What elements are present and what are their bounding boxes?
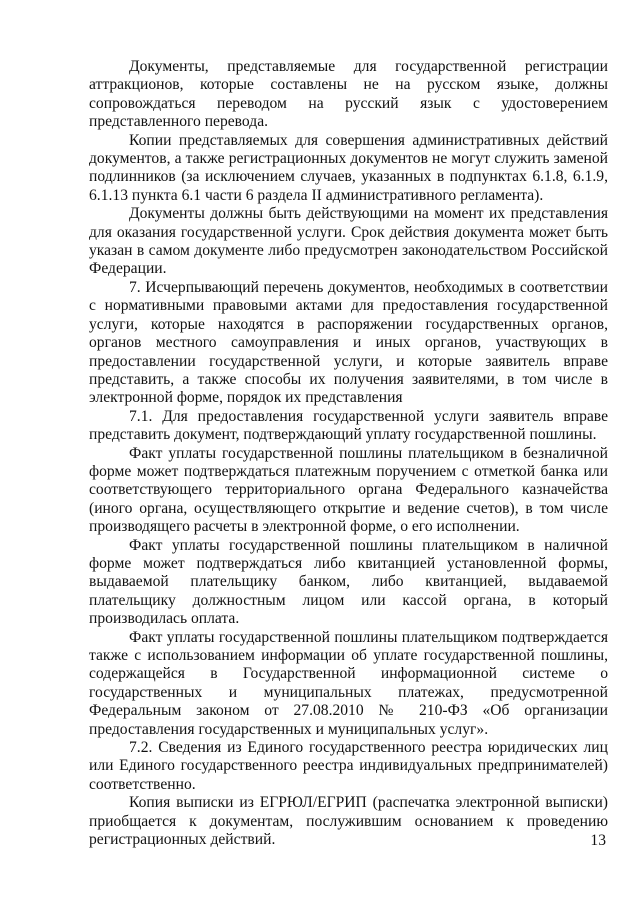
- paragraph-gis-payment: Факт уплаты государственной пошлины плательщиком подтверждается также с использованием информации об уплате государственной пошлины, содержащейся в Государственной информационной системе о государственных и муниципальных платежах, предусмотренной Федеральным законом от 27.08.2010 № 210-ФЗ «Об организации предоставления государственных и муниципальных услуг».: [89, 628, 608, 738]
- paragraph-cash-payment: Факт уплаты государственной пошлины плательщиком в наличной форме может подтверждаться либо квитанцией установленной формы, выдаваемой плательщику банком, либо квитанцией, выдаваемой плательщику должностным лицом или кассой органа, в который производилась оплата.: [89, 536, 608, 628]
- paragraph-7-1: 7.1. Для предоставления государственной услуги заявитель вправе представить документ, подтверждающий уплату государственной пошлины.: [89, 407, 608, 444]
- paragraph-foreign-documents: Документы, представляемые для государственной регистрации аттракционов, которые составлены не на русском языке, должны сопровождаться переводом на русский язык с удостоверением представленного перевода.: [89, 58, 608, 131]
- paragraph-cashless-payment: Факт уплаты государственной пошлины плательщиком в безналичной форме может подтверждаться платежным поручением с отметкой банка или соответствующего территориального органа Федерального казначейства (иного органа, осуществляющего открытие и ведение счетов), в том числе производящего расчеты в электронной форме, о его исполнении.: [89, 444, 608, 536]
- document-body: [89, 58, 608, 849]
- paragraph-copies: Копии представляемых для совершения административных действий документов, а также регистрационных документов не могут служить заменой подлинников (за исключением случаев, указанных в подпунктах 6.1.8, 6.1.9, 6.1.13 пункта 6.1 части 6 раздела II административного регламента).: [89, 131, 608, 204]
- paragraph-validity: Документы должны быть действующими на момент их представления для оказания государственной услуги. Срок действия документа может быть указан в самом документе либо предусмотрен законодательством Российской Федерации.: [89, 205, 608, 278]
- paragraph-section-7: 7. Исчерпывающий перечень документов, необходимых в соответствии с нормативными правовыми актами для предоставления государственной услуги, которые находятся в распоряжении государственных органов, органов местного самоуправления и иных органов, участвующих в предоставлении государственной услуги, и которые заявитель вправе представить, а также способы их получения заявителями, в том числе в электронной форме, порядок их представления: [89, 278, 608, 407]
- paragraph-extract-copy: Копия выписки из ЕГРЮЛ/ЕГРИП (распечатка электронной выписки) приобщается к документам, послужившим основанием к проведению регистрационных действий.: [89, 794, 608, 849]
- page-number: 13: [590, 832, 606, 849]
- paragraph-7-2: 7.2. Сведения из Единого государственного реестра юридических лиц или Единого государственного реестра индивидуальных предпринимателей) соответственно.: [89, 739, 608, 793]
